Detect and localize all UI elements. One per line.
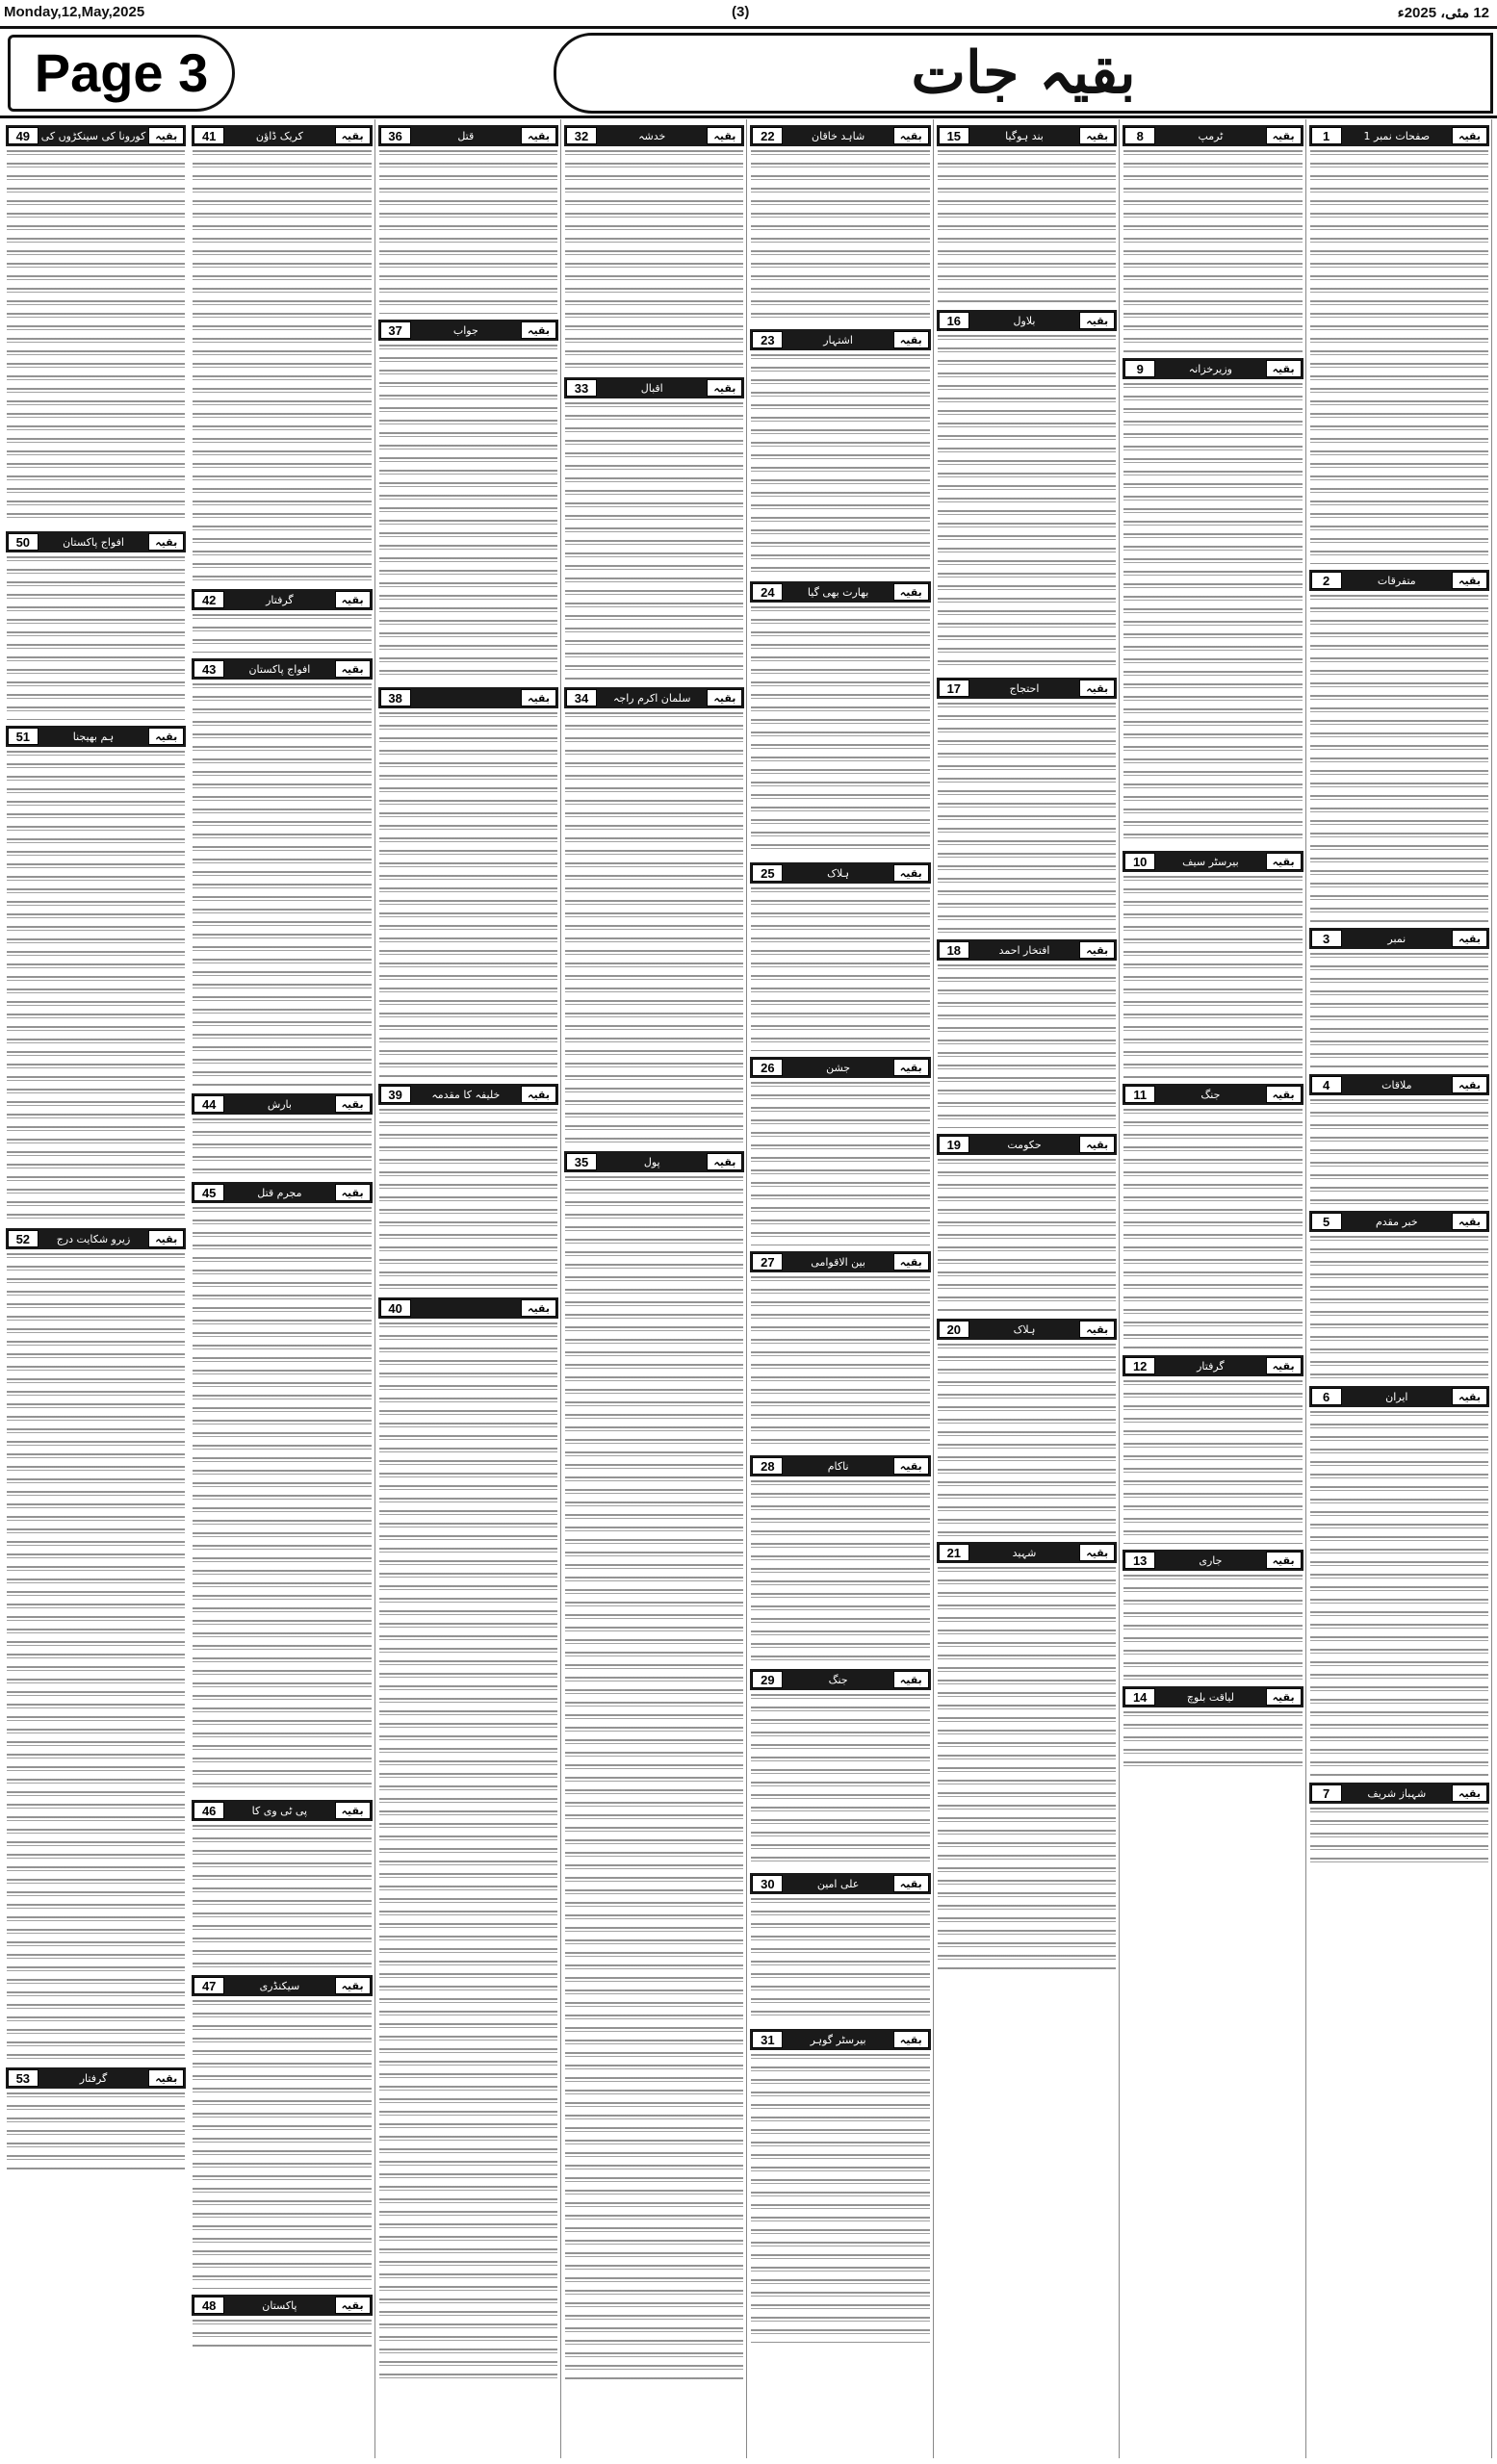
continuation-title: بلاول <box>1013 314 1036 327</box>
baqiya-label: بقیہ <box>1266 853 1302 870</box>
continuation-header <box>1309 1386 1489 1407</box>
continuation-number: 27 <box>752 1253 783 1270</box>
continuation-title: وزیرخزانہ <box>1188 362 1232 375</box>
baqiya-label: بقیہ <box>893 127 929 144</box>
news-column <box>1121 119 1305 2458</box>
continuation-title: جنگ <box>828 1673 848 1686</box>
continuation-header <box>192 1182 372 1203</box>
continuation-header <box>937 1319 1117 1340</box>
continuation-title: ٹرمپ <box>1198 129 1224 142</box>
continuation-number: 8 <box>1124 127 1155 144</box>
continuation-number: 53 <box>8 2069 39 2087</box>
continuation-title: ایران <box>1385 1390 1408 1403</box>
continuation-header <box>564 1151 744 1172</box>
continuation-number: 23 <box>752 331 783 348</box>
article-body-text <box>751 354 929 576</box>
article-body-text <box>938 1567 1116 1971</box>
article-body-text <box>1123 1711 1302 1769</box>
continuation-title: گرفتار <box>79 2071 108 2085</box>
baqiya-label: بقیہ <box>893 1457 929 1475</box>
baqiya-label: بقیہ <box>1266 1688 1302 1706</box>
continuation-number: 46 <box>194 1802 224 1819</box>
article-body-text <box>1310 953 1488 1068</box>
continuation-title: صفحات نمبر 1 <box>1363 129 1431 142</box>
continuation-title: شہید <box>1012 1546 1037 1559</box>
continuation-number: 22 <box>752 127 783 144</box>
continuation-header <box>937 678 1117 699</box>
continuation-header <box>1123 851 1303 872</box>
continuation-title: افواج پاکستان <box>248 662 311 676</box>
baqiya-label: بقیہ <box>707 127 742 144</box>
baqiya-label: بقیہ <box>1452 127 1487 144</box>
article-body-text <box>379 1109 557 1292</box>
page-number: (3) <box>732 4 750 20</box>
continuation-number: 43 <box>194 660 224 678</box>
baqiya-label: بقیہ <box>148 533 184 551</box>
continuation-title: جاری <box>1199 1553 1223 1567</box>
baqiya-label: بقیہ <box>1452 572 1487 589</box>
baqiya-label: بقیہ <box>893 1671 929 1688</box>
continuation-header <box>1309 1211 1489 1232</box>
article-body-text <box>379 712 557 1078</box>
article-body-text <box>7 2092 185 2169</box>
continuation-title: سلمان اکرم راجہ <box>612 691 691 705</box>
continuation-number: 41 <box>194 127 224 144</box>
continuation-number: 11 <box>1124 1086 1155 1103</box>
continuation-number: 26 <box>752 1059 783 1076</box>
continuation-header <box>1309 928 1489 949</box>
continuation-header <box>1309 1074 1489 1095</box>
continuation-number: 52 <box>8 1230 39 1247</box>
article-body-text <box>1123 150 1302 352</box>
baqiya-label: بقیہ <box>893 583 929 601</box>
continuation-title: گرفتار <box>266 593 294 606</box>
continuation-number: 50 <box>8 533 39 551</box>
continuation-number: 13 <box>1124 1552 1155 1569</box>
article-body-text <box>938 1344 1116 1536</box>
continuation-number: 34 <box>566 689 597 706</box>
continuation-header <box>1123 1084 1303 1105</box>
continuation-number: 29 <box>752 1671 783 1688</box>
article-body-text <box>1123 383 1302 845</box>
news-column <box>1307 119 1492 2458</box>
article-body-text <box>1310 1411 1488 1777</box>
continuation-number: 37 <box>380 321 411 339</box>
news-column <box>190 119 374 2458</box>
continuation-header <box>750 1669 930 1690</box>
baqiya-label: بقیہ <box>1452 1784 1487 1802</box>
baqiya-label: بقیہ <box>893 1253 929 1270</box>
article-body-text <box>193 1825 371 1969</box>
continuation-number: 39 <box>380 1086 411 1103</box>
baqiya-label: بقیہ <box>893 2031 929 2048</box>
article-body-text <box>938 150 1116 304</box>
continuation-header <box>1309 570 1489 591</box>
dateline <box>0 0 1497 25</box>
continuation-title: اشتہار <box>823 333 853 346</box>
article-body-text <box>193 2000 371 2289</box>
continuation-header <box>6 125 186 146</box>
article-body-text <box>193 683 371 1088</box>
baqiya-label: بقیہ <box>1452 930 1487 947</box>
article-body-text <box>751 1694 929 1867</box>
masthead-title: بقیہ جات <box>554 33 1493 114</box>
article-body-text <box>7 1253 185 2062</box>
baqiya-label: بقیہ <box>1266 1552 1302 1569</box>
continuation-title: ہلاک <box>827 866 850 880</box>
article-body-text <box>751 606 929 857</box>
continuation-header <box>192 1975 372 1996</box>
continuation-header <box>750 1251 930 1272</box>
continuation-number: 30 <box>752 1875 783 1892</box>
continuation-number: 28 <box>752 1457 783 1475</box>
article-body-text <box>1310 150 1488 564</box>
continuation-title: علی امین <box>816 1877 860 1890</box>
news-column <box>562 119 747 2458</box>
baqiya-label: بقیہ <box>1266 1086 1302 1103</box>
article-body-text <box>1310 1236 1488 1380</box>
continuation-title: شاہد خاقان <box>812 129 865 142</box>
article-body-text <box>1123 1380 1302 1544</box>
baqiya-label: بقیہ <box>335 127 371 144</box>
baqiya-label: بقیہ <box>1266 127 1302 144</box>
baqiya-label: بقیہ <box>893 864 929 882</box>
continuation-number: 42 <box>194 591 224 608</box>
baqiya-label: بقیہ <box>1079 680 1115 697</box>
continuation-header <box>564 377 744 398</box>
continuation-header <box>378 687 558 708</box>
continuation-number: 35 <box>566 1153 597 1170</box>
continuation-header <box>564 125 744 146</box>
continuation-header <box>750 2029 930 2050</box>
continuation-header <box>750 329 930 350</box>
continuation-title: ملاقات <box>1381 1078 1412 1091</box>
continuation-number: 24 <box>752 583 783 601</box>
article-body-text <box>1310 1808 1488 1865</box>
article-body-text <box>751 1898 929 2023</box>
article-body-text <box>565 1176 743 2379</box>
continuation-number: 16 <box>939 312 969 329</box>
news-column <box>376 119 561 2458</box>
continuation-number: 33 <box>566 379 597 397</box>
baqiya-label: بقیہ <box>521 321 556 339</box>
continuation-number: 14 <box>1124 1688 1155 1706</box>
continuation-title: خلیفہ کا مقدمہ <box>431 1088 501 1101</box>
article-body-text <box>379 150 557 314</box>
continuation-title: مجرم قتل <box>257 1186 302 1199</box>
continuation-header <box>378 125 558 146</box>
continuation-header <box>378 320 558 341</box>
continuation-title: متفرقات <box>1377 574 1416 587</box>
baqiya-label: بقیہ <box>521 689 556 706</box>
continuation-number: 5 <box>1311 1213 1342 1230</box>
continuation-header <box>6 726 186 747</box>
baqiya-label: بقیہ <box>335 660 371 678</box>
continuation-title: پی ٹی وی کا <box>251 1804 308 1817</box>
baqiya-label: بقیہ <box>148 2069 184 2087</box>
continuation-number: 25 <box>752 864 783 882</box>
continuation-header <box>937 1134 1117 1155</box>
baqiya-label: بقیہ <box>335 591 371 608</box>
continuation-title: جشن <box>826 1061 851 1074</box>
continuation-title: ہلاک <box>1013 1322 1036 1336</box>
article-body-text <box>379 345 557 681</box>
continuation-number: 6 <box>1311 1388 1342 1405</box>
continuation-title: پول <box>643 1155 660 1168</box>
continuation-header <box>192 125 372 146</box>
continuation-title: بیرسٹر گوہر <box>810 2033 866 2046</box>
continuation-title <box>413 687 519 708</box>
continuation-title: زیرو شکایت درج <box>56 1232 131 1245</box>
article-body-text <box>379 1322 557 2381</box>
date-english: Monday,12,May,2025 <box>4 4 145 20</box>
continuation-title <box>413 1297 519 1319</box>
baqiya-label: بقیہ <box>1452 1076 1487 1093</box>
continuation-header <box>192 658 372 680</box>
continuation-header <box>1309 125 1489 146</box>
baqiya-label: بقیہ <box>1266 360 1302 377</box>
continuation-header <box>750 581 930 603</box>
baqiya-label: بقیہ <box>707 689 742 706</box>
article-body-text <box>1310 1099 1488 1205</box>
baqiya-label: بقیہ <box>335 1977 371 1994</box>
continuation-header <box>378 1084 558 1105</box>
continuation-number: 17 <box>939 680 969 697</box>
continuation-header <box>937 939 1117 961</box>
continuation-header <box>750 1057 930 1078</box>
continuation-title: ہم بھیجنا <box>72 730 115 743</box>
continuation-title: کریک ڈاؤن <box>255 129 303 142</box>
continuation-title: نمبر <box>1387 932 1407 945</box>
continuation-header <box>1123 1355 1303 1376</box>
baqiya-label: بقیہ <box>1266 1357 1302 1374</box>
article-body-text <box>1310 595 1488 922</box>
continuation-number: 51 <box>8 728 39 745</box>
continuation-header <box>1123 125 1303 146</box>
baqiya-label: بقیہ <box>893 331 929 348</box>
article-body-text <box>938 1159 1116 1313</box>
article-body-text <box>193 1118 371 1176</box>
continuation-header <box>6 2067 186 2089</box>
continuation-title: ناکام <box>827 1459 849 1473</box>
baqiya-label: بقیہ <box>521 127 556 144</box>
article-body-text <box>938 335 1116 672</box>
article-body-text <box>193 1207 371 1794</box>
baqiya-label: بقیہ <box>1079 312 1115 329</box>
continuation-title: افتخار احمد <box>998 943 1050 957</box>
continuation-number: 47 <box>194 1977 224 1994</box>
continuation-number: 2 <box>1311 572 1342 589</box>
continuation-number: 36 <box>380 127 411 144</box>
article-body-text <box>751 1082 929 1245</box>
continuation-header <box>1309 1783 1489 1804</box>
continuation-number: 3 <box>1311 930 1342 947</box>
continuation-header <box>1123 358 1303 379</box>
continuation-title: احتجاج <box>1009 681 1040 695</box>
continuation-header <box>192 1800 372 1821</box>
continuation-number: 1 <box>1311 127 1342 144</box>
baqiya-label: بقیہ <box>1079 1321 1115 1338</box>
news-column <box>935 119 1120 2458</box>
continuation-title: گرفتار <box>1197 1359 1225 1373</box>
continuation-title: قتل <box>457 129 475 142</box>
continuation-header <box>564 687 744 708</box>
baqiya-label: بقیہ <box>335 2297 371 2314</box>
baqiya-label: بقیہ <box>335 1184 371 1201</box>
baqiya-label: بقیہ <box>893 1875 929 1892</box>
continuation-title: جنگ <box>1200 1088 1221 1101</box>
article-columns <box>4 119 1493 2458</box>
article-body-text <box>565 712 743 1145</box>
continuation-title: بارش <box>267 1097 292 1111</box>
article-body-text <box>751 887 929 1051</box>
baqiya-label: بقیہ <box>521 1299 556 1317</box>
continuation-header <box>1123 1550 1303 1571</box>
continuation-header <box>378 1297 558 1319</box>
continuation-header <box>750 862 930 884</box>
continuation-title: شہباز شریف <box>1367 1786 1427 1800</box>
continuation-header <box>6 531 186 552</box>
date-urdu: 12 مئی، 2025ء <box>1397 5 1489 21</box>
baqiya-label: بقیہ <box>335 1802 371 1819</box>
continuation-number: 44 <box>194 1095 224 1113</box>
article-body-text <box>938 964 1116 1128</box>
continuation-header <box>937 310 1117 331</box>
continuation-header <box>750 1455 930 1476</box>
continuation-number: 4 <box>1311 1076 1342 1093</box>
baqiya-label: بقیہ <box>1079 941 1115 959</box>
continuation-title: بین الاقوامی <box>811 1255 865 1269</box>
baqiya-label: بقیہ <box>1079 1136 1115 1153</box>
continuation-header <box>937 1542 1117 1563</box>
continuation-number: 9 <box>1124 360 1155 377</box>
baqiya-label: بقیہ <box>148 1230 184 1247</box>
continuation-number: 32 <box>566 127 597 144</box>
page-header <box>0 26 1497 118</box>
continuation-number: 7 <box>1311 1784 1342 1802</box>
article-body-text <box>193 150 371 583</box>
continuation-number: 40 <box>380 1299 411 1317</box>
article-body-text <box>193 2320 371 2348</box>
continuation-header <box>192 2295 372 2316</box>
article-body-text <box>751 1276 929 1450</box>
article-body-text <box>751 2054 929 2343</box>
article-body-text <box>751 1480 929 1663</box>
continuation-title: افواج پاکستان <box>63 535 124 549</box>
article-body-text <box>565 402 743 681</box>
continuation-header <box>937 125 1117 146</box>
continuation-title: سیکنڈری <box>259 1979 300 1992</box>
article-body-text <box>1123 1109 1302 1349</box>
continuation-number: 45 <box>194 1184 224 1201</box>
continuation-title: لیاقت بلوچ <box>1186 1690 1234 1704</box>
continuation-header <box>750 125 930 146</box>
baqiya-label: بقیہ <box>893 1059 929 1076</box>
page-label: Page 3 <box>8 35 235 112</box>
continuation-title: پاکستان <box>262 2298 297 2312</box>
article-body-text <box>7 751 185 1222</box>
continuation-header <box>1123 1686 1303 1707</box>
baqiya-label: بقیہ <box>521 1086 556 1103</box>
continuation-title: بیرسٹر سیف <box>1182 855 1239 868</box>
continuation-header <box>192 589 372 610</box>
continuation-header <box>192 1093 372 1115</box>
continuation-number: 49 <box>8 127 39 144</box>
baqiya-label: بقیہ <box>1452 1388 1487 1405</box>
article-body-text <box>565 150 743 372</box>
continuation-number: 12 <box>1124 1357 1155 1374</box>
baqiya-label: بقیہ <box>148 127 184 144</box>
continuation-number: 18 <box>939 941 969 959</box>
continuation-number: 10 <box>1124 853 1155 870</box>
continuation-number: 20 <box>939 1321 969 1338</box>
baqiya-label: بقیہ <box>1079 127 1115 144</box>
continuation-title: بھارت بھی گیا <box>807 585 869 599</box>
article-body-text <box>7 556 185 720</box>
continuation-title: جواب <box>452 323 478 337</box>
baqiya-label: بقیہ <box>1079 1544 1115 1561</box>
article-body-text <box>1123 1575 1302 1681</box>
baqiya-label: بقیہ <box>148 728 184 745</box>
news-column <box>4 119 188 2458</box>
continuation-title: خبر مقدم <box>1375 1215 1418 1228</box>
continuation-number: 21 <box>939 1544 969 1561</box>
baqiya-label: بقیہ <box>1452 1213 1487 1230</box>
continuation-title: کورونا کی سینکڑوں کی <box>40 129 146 142</box>
continuation-title: اقبال <box>640 381 663 395</box>
continuation-number: 48 <box>194 2297 224 2314</box>
baqiya-label: بقیہ <box>707 1153 742 1170</box>
continuation-number: 38 <box>380 689 411 706</box>
continuation-number: 19 <box>939 1136 969 1153</box>
baqiya-label: بقیہ <box>707 379 742 397</box>
continuation-number: 31 <box>752 2031 783 2048</box>
article-body-text <box>938 703 1116 934</box>
continuation-header <box>6 1228 186 1249</box>
article-body-text <box>751 150 929 323</box>
continuation-header <box>750 1873 930 1894</box>
article-body-text <box>1123 876 1302 1078</box>
baqiya-label: بقیہ <box>335 1095 371 1113</box>
continuation-title: بند ہوگیا <box>1005 129 1044 142</box>
news-column <box>748 119 933 2458</box>
article-body-text <box>7 150 185 526</box>
continuation-title: حکومت <box>1007 1138 1042 1151</box>
article-body-text <box>193 614 371 653</box>
continuation-number: 15 <box>939 127 969 144</box>
continuation-title: خدشہ <box>638 129 666 142</box>
